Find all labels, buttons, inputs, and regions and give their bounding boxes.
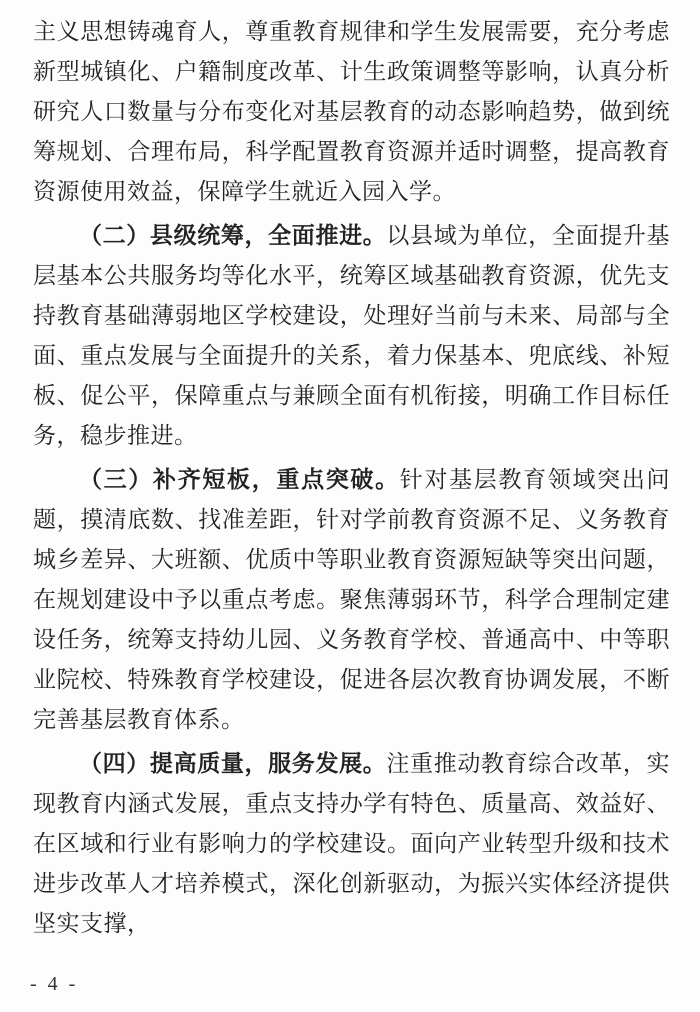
paragraph-text: 针对基层教育领域突出问题，摸清底数、找准差距，针对学前教育资源不足、义务教育城乡差异、大班额、优质中等职业教育资源短缺等突出问题，在规划建设中予以重点考虑。聚焦薄弱环节，科学合理制定建设任务，统筹支持幼儿园、义务教育学校、普通高中、中等职业院校、特殊教育学校建设，促进各层次教育协调发展，不断完善基层教育体系。 <box>33 467 671 732</box>
paragraph-lead: （三）补齐短板，重点突破。 <box>79 467 400 492</box>
paragraph-lead: （四）提高质量，服务发展。 <box>79 751 387 776</box>
document-body <box>33 12 670 948</box>
paragraph-section-4 <box>33 744 670 944</box>
paragraph-continuation <box>33 12 670 212</box>
paragraph-section-2 <box>33 216 670 456</box>
paragraph-section-3 <box>33 460 670 740</box>
paragraph-text: 主义思想铸魂育人，尊重教育规律和学生发展需要，充分考虑新型城镇化、户籍制度改革、计生政策调整等影响，认真分析研究人口数量与分布变化对基层教育的动态影响趋势，做到统筹规划、合理布局，科学配置教育资源并适时调整，提高教育资源使用效益，保障学生就近入园入学。 <box>33 19 670 204</box>
paragraph-text: 注重推动教育综合改革，实现教育内涵式发展，重点支持办学有特色、质量高、效益好、在区域和行业有影响力的学校建设。面向产业转型升级和技术进步改革人才培养模式，深化创新驱动，为振兴实体经济提供坚实支撑， <box>33 751 671 936</box>
paragraph-lead: （二）县级统筹，全面推进。 <box>79 223 387 248</box>
page-number: - 4 - <box>30 973 79 995</box>
page-footer <box>30 973 78 996</box>
paragraph-text: 以县域为单位，全面提升基层基本公共服务均等化水平，统筹区域基础教育资源，优先支持教育基础薄弱地区学校建设，处理好当前与未来、局部与全面、重点发展与全面提升的关系，着力保基本、兜底线、补短板、促公平，保障重点与兼顾全面有机衔接，明确工作目标任务，稳步推进。 <box>33 223 671 448</box>
